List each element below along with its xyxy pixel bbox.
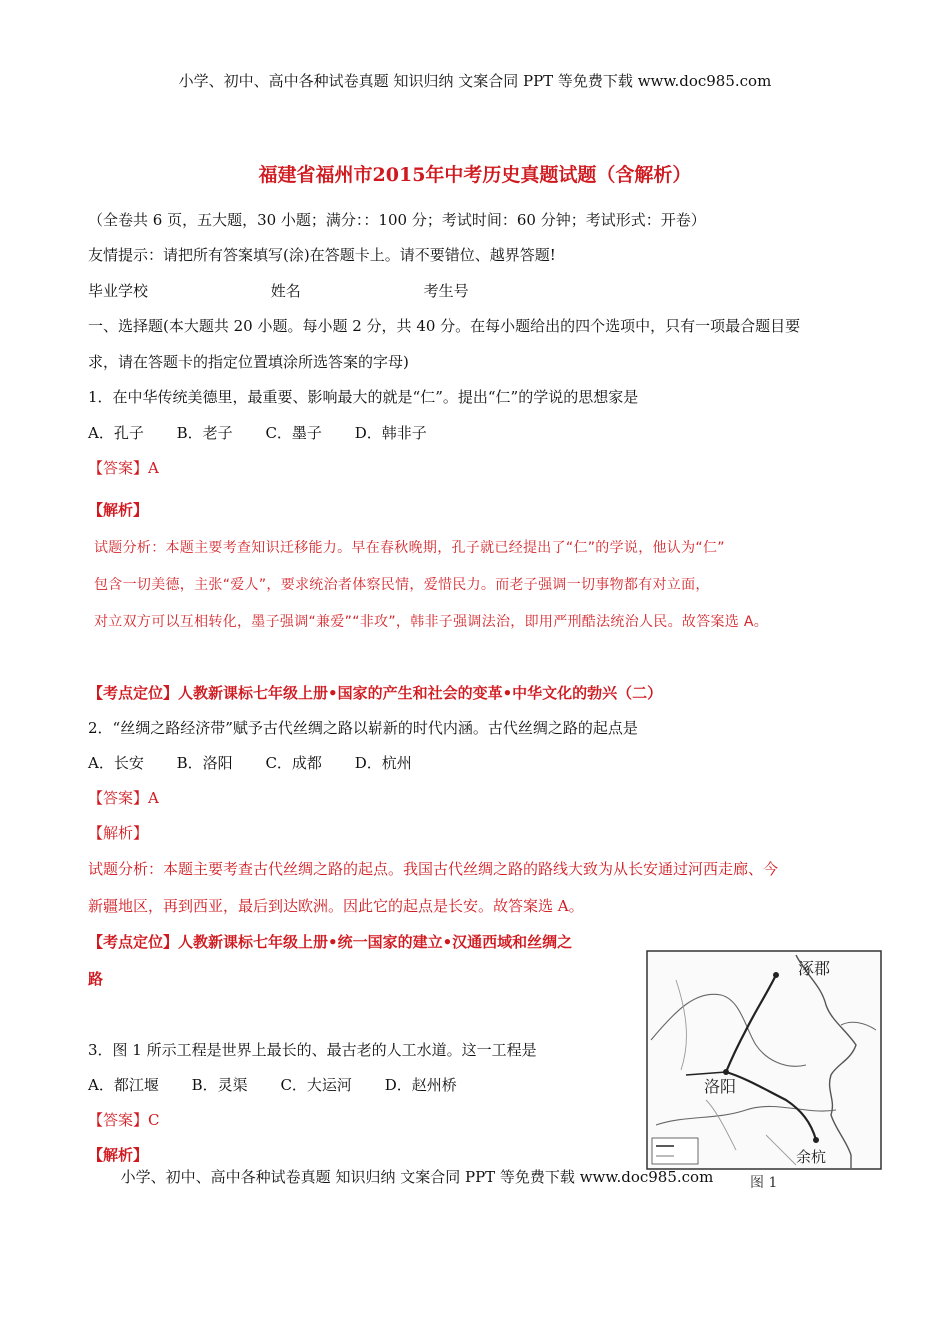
q1-analysis-label: 【解析】: [88, 501, 149, 519]
q1-analysis-line1: 试题分析：本题主要考查知识迁移能力。早在春秋晚期，孔子就已经提出了“仁”的学说，他认为“仁”: [94, 540, 725, 556]
question-3-options: [88, 1075, 485, 1095]
q3-option-c: C．大运河: [280, 1076, 352, 1094]
map-label-luoyang: 洛阳: [704, 1077, 737, 1096]
section-heading-line2: 求，请在答题卡的指定位置填涂所选答案的字母): [88, 353, 409, 371]
q2-option-b: B．洛阳: [176, 754, 233, 772]
q2-analysis-label: 【解析】: [88, 824, 149, 842]
exam-number-field-label: 考生号: [423, 282, 469, 300]
student-fields: [88, 281, 469, 301]
school-field-label: 毕业学校: [88, 282, 149, 300]
map-caption: 图 1: [750, 1175, 778, 1191]
question-1-options: [88, 423, 455, 443]
page-footer: 小学、初中、高中各种试卷真题 知识归纳 文案合同 PPT 等免费下载 www.doc985.com: [120, 1168, 714, 1186]
q2-answer: 【答案】A: [88, 789, 159, 807]
q2-option-c: C．成都: [265, 754, 322, 772]
q1-option-b: B．老子: [176, 424, 233, 442]
question-2-stem: 2．“丝绸之路经济带”赋予古代丝绸之路以崭新的时代内涵。古代丝绸之路的起点是: [88, 719, 638, 737]
q1-option-d: D．韩非子: [354, 424, 427, 442]
q1-answer: 【答案】A: [88, 459, 159, 477]
q3-option-a: A．都江堰: [88, 1076, 159, 1094]
q3-analysis-label: 【解析】: [88, 1146, 149, 1164]
question-2-options: [88, 753, 440, 773]
q2-knowledge-point-line2: 路: [88, 970, 104, 988]
q1-option-c: C．墨子: [265, 424, 322, 442]
document-title: 福建省福州市2015年中考历史真题试题（含解析）: [258, 164, 692, 186]
q1-option-a: A．孔子: [88, 424, 144, 442]
map-label-yuhang: 余杭: [796, 1148, 827, 1166]
page-header: 小学、初中、高中各种试卷真题 知识归纳 文案合同 PPT 等免费下载 www.doc985.com: [178, 72, 772, 90]
q2-analysis-line1: 试题分析：本题主要考查古代丝绸之路的起点。我国古代丝绸之路的路线大致为从长安通过河西走廊、今: [88, 860, 779, 878]
question-1-stem: 1．在中华传统美德里，最重要、影响最大的就是“仁”。提出“仁”的学说的思想家是: [88, 388, 639, 406]
friendly-tip: 友情提示：请把所有答案填写(涂)在答题卡上。请不要错位、越界答题!: [88, 246, 556, 264]
q2-option-d: D．杭州: [354, 754, 412, 772]
q3-option-b: B．灵渠: [191, 1076, 248, 1094]
q2-knowledge-point-line1: 【考点定位】人教新课标七年级上册•统一国家的建立•汉通西域和丝绸之: [88, 933, 573, 951]
q3-option-d: D．赵州桥: [384, 1076, 457, 1094]
q1-analysis-line3: 对立双方可以互相转化，墨子强调“兼爱”“非攻”，韩非子强调法治，即用严刑酷法统治人民。故答案选 A。: [94, 614, 769, 630]
exam-info: （全卷共 6 页，五大题，30 小题；满分：：100 分；考试时间：60 分钟；考试形式：开卷）: [88, 211, 706, 229]
q2-analysis-line2: 新疆地区，再到西亚，最后到达欧洲。因此它的起点是长安。故答案选 A。: [88, 897, 584, 915]
q3-answer: 【答案】C: [88, 1111, 160, 1129]
q1-knowledge-point: 【考点定位】人教新课标七年级上册•国家的产生和社会的变革•中华文化的勃兴（二）: [88, 684, 663, 702]
question-3-stem: 3．图 1 所示工程是世界上最长的、最古老的人工水道。这一工程是: [88, 1041, 537, 1059]
section-heading-line1: 一、选择题(本大题共 20 小题。每小题 2 分，共 40 分。在每小题给出的四个选项中，只有一项最合题目要: [88, 317, 801, 335]
q1-analysis-line2: 包含一切美德，主张“爱人”，要求统治者体察民情，爱惜民力。而老子强调一切事物都有对立面，: [94, 577, 710, 593]
grand-canal-map-figure: [646, 950, 882, 1170]
name-field-label: 姓名: [270, 282, 301, 300]
q2-option-a: A．长安: [88, 754, 144, 772]
map-label-zhuojun: 涿郡: [798, 959, 831, 978]
